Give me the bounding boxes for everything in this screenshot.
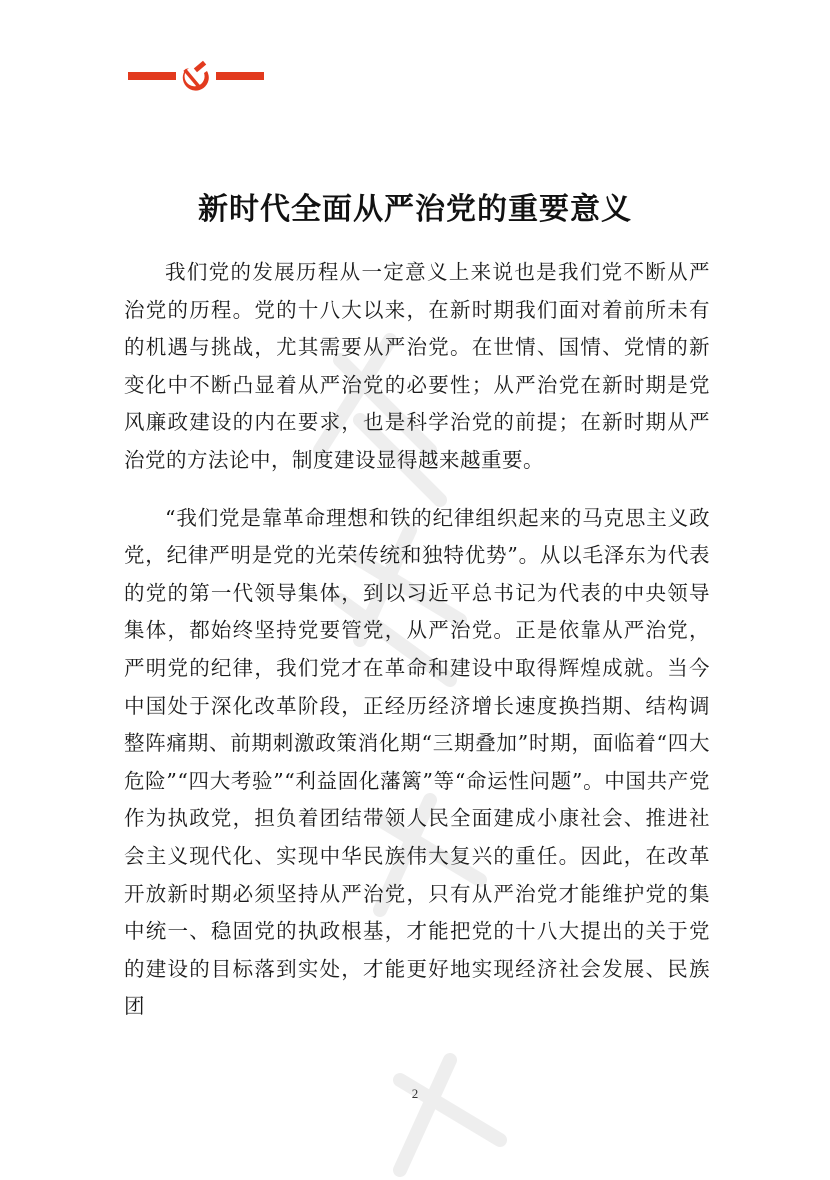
paragraph-2: “我们党是靠革命理想和铁的纪律组织起来的马克思主义政党，纪律严明是党的光荣传统和独特优势”。从以毛泽东为代表的党的第一代领导集体，到以习近平总书记为代表的中央领导集体，都始终坚持党要管党，从严治党。正是依靠从严治党，严明党的纪律，我们党才在革命和建设中取得辉煌成就。当今中国处于深化改革阶段，正经历经济增长速度换挡期、结构调整阵痛期、前期刺激政策消化期“三期叠加”时期，面临着“四大危险”“四大考验”“利益固化藩篱”等“命运性问题”。中国共产党作为执政党，担负着团结带领人民全面建成小康社会、推进社会主义现代化、实现中华民族伟大复兴的重任。因此，在改革开放新时期必须坚持从严治党，只有从严治党才能维护党的集中统一、稳固党的执政根基，才能把党的十八大提出的关于党的建设的目标落到实处，才能更好地实现经济社会发展、民族团 — [124, 505, 710, 1019]
paragraph-1: 我们党的发展历程从一定意义上来说也是我们党不断从严治党的历程。党的十八大以来，在新时期我们面对着前所未有的机遇与挑战，尤其需要从严治党。在世情、国情、党情的新变化中不断凸显着从严治党的必要性；从严治党在新时期是党风廉政建设的内在要求，也是科学治党的前提；在新时期从严治党的方法论中，制度建设显得越来越重要。 — [124, 260, 710, 472]
hammer-sickle-icon — [183, 61, 209, 91]
page-number: 2 — [411, 1086, 419, 1101]
left-red-bar — [128, 72, 176, 80]
document-title: 新时代全面从严治党的重要意义 — [198, 192, 632, 227]
party-emblem-header — [128, 60, 264, 94]
right-red-bar — [216, 72, 264, 80]
document-body — [124, 254, 710, 1026]
